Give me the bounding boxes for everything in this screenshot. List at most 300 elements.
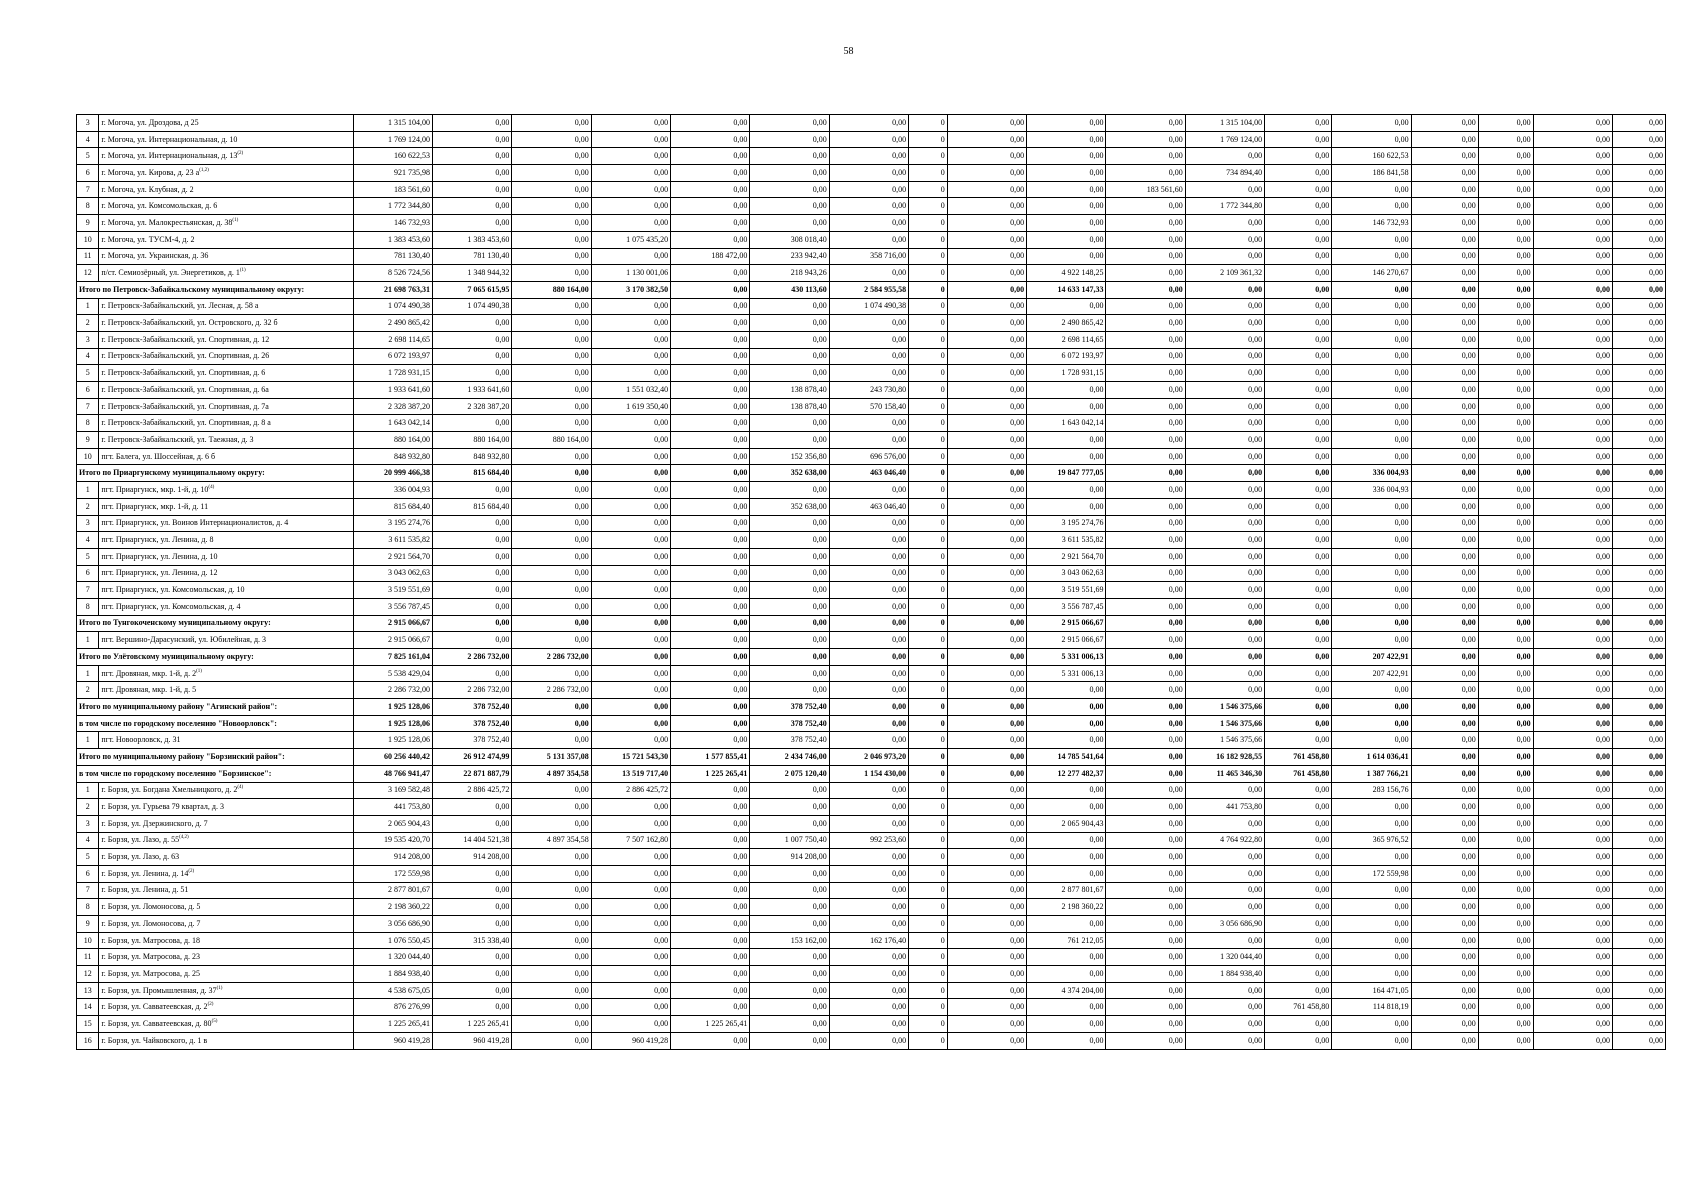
amount-cell: 0,00 [1478, 465, 1533, 482]
table-row [77, 999, 1666, 1016]
amount-cell: 146 732,93 [1332, 215, 1411, 232]
amount-cell: 0,00 [1478, 865, 1533, 882]
amount-cell: 2 698 114,65 [1027, 331, 1106, 348]
address-text: пгт. Приаргунск, ул. Комсомольская, д. 4 [101, 601, 241, 611]
amount-cell: 0,00 [750, 665, 829, 682]
amount-cell: 0,00 [1533, 165, 1612, 182]
amount-cell: 441 753,80 [353, 799, 432, 816]
amount-cell: 2 046 973,20 [829, 749, 908, 766]
amount-cell: 160 622,53 [353, 148, 432, 165]
amount-cell: 0,00 [750, 415, 829, 432]
amount-cell: 183 561,60 [1106, 181, 1185, 198]
address-cell [99, 849, 353, 866]
amount-cell: 0,00 [947, 198, 1026, 215]
table-row [77, 181, 1666, 198]
row-number: 4 [77, 131, 99, 148]
amount-cell: 2 286 732,00 [433, 682, 512, 699]
amount-cell: 0,00 [1411, 1016, 1478, 1033]
row-number: 8 [77, 899, 99, 916]
amount-cell: 336 004,93 [353, 482, 432, 499]
amount-cell: 0,00 [1332, 849, 1411, 866]
amount-cell: 0,00 [591, 699, 670, 716]
amount-cell: 0,00 [512, 982, 591, 999]
amount-cell: 0,00 [1106, 966, 1185, 983]
address-cell [99, 248, 353, 265]
amount-cell: 0,00 [1478, 165, 1533, 182]
amount-cell: 0,00 [1411, 849, 1478, 866]
amount-cell: 0,00 [1265, 298, 1332, 315]
amount-cell: 0,00 [1411, 999, 1478, 1016]
amount-cell: 0,00 [947, 465, 1026, 482]
amount-cell: 0,00 [671, 115, 750, 132]
amount-cell: 0,00 [1533, 448, 1612, 465]
address-cell [99, 165, 353, 182]
amount-cell: 0,00 [512, 715, 591, 732]
amount-cell: 19 847 777,05 [1027, 465, 1106, 482]
address-cell [99, 582, 353, 599]
amount-cell: 0,00 [433, 916, 512, 933]
amount-cell: 0,00 [512, 849, 591, 866]
amount-cell: 0,00 [591, 365, 670, 382]
amount-cell: 0,00 [1613, 115, 1666, 132]
amount-cell: 0,00 [1411, 281, 1478, 298]
address-cell [99, 198, 353, 215]
amount-cell: 0,00 [1411, 348, 1478, 365]
amount-cell: 0,00 [1533, 899, 1612, 916]
amount-cell: 2 286 732,00 [433, 649, 512, 666]
amount-cell: 0,00 [1533, 315, 1612, 332]
amount-cell: 0,00 [671, 398, 750, 415]
subtotal-row [77, 715, 1666, 732]
amount-cell: 0,00 [671, 615, 750, 632]
amount-cell: 0,00 [671, 899, 750, 916]
address-cell [99, 532, 353, 549]
table-row [77, 482, 1666, 499]
amount-cell: 0,00 [829, 799, 908, 816]
amount-cell: 0,00 [1027, 799, 1106, 816]
amount-cell: 0,00 [671, 1032, 750, 1049]
amount-cell: 0,00 [1533, 398, 1612, 415]
amount-cell: 0,00 [671, 782, 750, 799]
amount-cell: 0,00 [947, 565, 1026, 582]
amount-cell: 0,00 [1265, 131, 1332, 148]
address-cell [99, 298, 353, 315]
amount-cell: 0,00 [1613, 248, 1666, 265]
amount-cell: 0,00 [671, 365, 750, 382]
amount-cell: 2 584 955,58 [829, 281, 908, 298]
table-row [77, 782, 1666, 799]
address-cell [99, 832, 353, 849]
amount-cell: 0,00 [1533, 198, 1612, 215]
address-cell [99, 515, 353, 532]
amount-cell: 0,00 [1411, 966, 1478, 983]
amount-cell: 0,00 [591, 348, 670, 365]
amount-cell: 0,00 [750, 899, 829, 916]
address-cell [99, 398, 353, 415]
amount-cell: 880 164,00 [512, 281, 591, 298]
amount-cell: 0,00 [433, 598, 512, 615]
amount-cell: 0 [909, 448, 948, 465]
amount-cell: 2 286 732,00 [512, 649, 591, 666]
amount-cell: 0,00 [671, 949, 750, 966]
amount-cell: 0,00 [591, 615, 670, 632]
amount-cell: 0 [909, 548, 948, 565]
amount-cell: 0,00 [1533, 432, 1612, 449]
amount-cell: 0,00 [1478, 148, 1533, 165]
amount-cell: 0,00 [1332, 598, 1411, 615]
amount-cell: 0,00 [1411, 932, 1478, 949]
footnote-mark: (1) [239, 268, 246, 274]
address-cell [99, 498, 353, 515]
amount-cell: 0,00 [1106, 999, 1185, 1016]
amount-cell: 0,00 [591, 799, 670, 816]
amount-cell: 0,00 [433, 799, 512, 816]
row-number: 2 [77, 799, 99, 816]
amount-cell: 0,00 [1332, 799, 1411, 816]
amount-cell: 0,00 [947, 732, 1026, 749]
amount-cell: 0,00 [591, 115, 670, 132]
amount-cell: 921 735,98 [353, 165, 432, 182]
amount-cell: 2 915 066,67 [353, 632, 432, 649]
amount-cell: 0,00 [1478, 982, 1533, 999]
amount-cell: 3 519 551,69 [1027, 582, 1106, 599]
amount-cell: 1 925 128,06 [353, 715, 432, 732]
amount-cell: 0,00 [1613, 899, 1666, 916]
amount-cell: 1 884 938,40 [353, 966, 432, 983]
amount-cell: 0,00 [1411, 131, 1478, 148]
amount-cell: 0,00 [591, 315, 670, 332]
amount-cell: 0,00 [512, 932, 591, 949]
amount-cell: 0 [909, 131, 948, 148]
amount-cell: 0,00 [1265, 932, 1332, 949]
amount-cell: 0,00 [1027, 198, 1106, 215]
amount-cell: 0,00 [1613, 849, 1666, 866]
amount-cell: 0,00 [1613, 749, 1666, 766]
amount-cell: 0 [909, 265, 948, 282]
amount-cell: 8 526 724,56 [353, 265, 432, 282]
amount-cell: 0,00 [433, 899, 512, 916]
amount-cell: 0,00 [1533, 231, 1612, 248]
amount-cell: 0,00 [1613, 582, 1666, 599]
amount-cell: 0,00 [1185, 482, 1264, 499]
address-text: г. Петровск-Забайкальский, ул. Спортивная, д. 8 а [101, 418, 271, 428]
amount-cell: 0,00 [750, 782, 829, 799]
amount-cell: 0,00 [512, 331, 591, 348]
amount-cell: 0,00 [433, 999, 512, 1016]
amount-cell: 0,00 [512, 632, 591, 649]
amount-cell: 0,00 [1478, 799, 1533, 816]
amount-cell: 0,00 [1613, 799, 1666, 816]
amount-cell: 0,00 [947, 715, 1026, 732]
amount-cell: 0,00 [433, 882, 512, 899]
amount-cell: 0,00 [1613, 365, 1666, 382]
amount-cell: 0 [909, 699, 948, 716]
amount-cell: 0,00 [1533, 999, 1612, 1016]
table-row [77, 899, 1666, 916]
amount-cell: 0,00 [591, 181, 670, 198]
amount-cell: 0,00 [1106, 465, 1185, 482]
amount-cell: 0,00 [1185, 181, 1264, 198]
amount-cell: 0,00 [1411, 682, 1478, 699]
amount-cell: 0,00 [1478, 265, 1533, 282]
table-row [77, 665, 1666, 682]
address-text: пгт. Новоорловск, д. 31 [101, 735, 181, 745]
amount-cell: 0,00 [1185, 148, 1264, 165]
amount-cell: 0,00 [1613, 331, 1666, 348]
amount-cell: 0,00 [947, 432, 1026, 449]
amount-cell: 0,00 [1478, 248, 1533, 265]
address-text: г. Борзя, ул. Лазо, д. 55 [101, 835, 180, 845]
amount-cell: 0,00 [1613, 382, 1666, 399]
amount-cell: 0,00 [1613, 615, 1666, 632]
amount-cell: 2 065 904,43 [1027, 815, 1106, 832]
amount-cell: 0,00 [671, 699, 750, 716]
row-number: 7 [77, 882, 99, 899]
amount-cell: 0,00 [947, 832, 1026, 849]
row-number: 8 [77, 598, 99, 615]
amount-cell: 0,00 [1106, 165, 1185, 182]
amount-cell: 848 932,80 [353, 448, 432, 465]
amount-cell: 0,00 [829, 165, 908, 182]
amount-cell: 0,00 [750, 682, 829, 699]
address-text: пгт. Приаргунск, ул. Комсомольская, д. 10 [101, 585, 245, 595]
amount-cell: 0,00 [1265, 482, 1332, 499]
amount-cell: 0,00 [1185, 565, 1264, 582]
amount-cell: 0,00 [512, 899, 591, 916]
amount-cell: 0,00 [512, 916, 591, 933]
amount-cell: 0,00 [1533, 1032, 1612, 1049]
amount-cell: 0,00 [750, 1032, 829, 1049]
amount-cell: 0 [909, 999, 948, 1016]
amount-cell: 0,00 [1613, 565, 1666, 582]
amount-cell: 3 611 535,82 [1027, 532, 1106, 549]
address-text: г. Борзя, ул. Ломоносова, д. 7 [101, 918, 201, 928]
amount-cell: 0,00 [829, 348, 908, 365]
amount-cell: 7 825 161,04 [353, 649, 432, 666]
amount-cell: 0,00 [1185, 448, 1264, 465]
amount-cell: 0,00 [671, 165, 750, 182]
amount-cell: 0,00 [591, 732, 670, 749]
amount-cell: 0,00 [1478, 582, 1533, 599]
row-number: 4 [77, 348, 99, 365]
amount-cell: 0,00 [947, 665, 1026, 682]
amount-cell: 0,00 [1411, 832, 1478, 849]
table-row [77, 348, 1666, 365]
amount-cell: 0,00 [433, 131, 512, 148]
amount-cell: 160 622,53 [1332, 148, 1411, 165]
amount-cell: 0,00 [1613, 348, 1666, 365]
amount-cell: 0,00 [1265, 832, 1332, 849]
address-cell [99, 982, 353, 999]
amount-cell: 3 056 686,90 [353, 916, 432, 933]
row-number: 1 [77, 298, 99, 315]
amount-cell: 0,00 [1613, 515, 1666, 532]
amount-cell: 0,00 [591, 498, 670, 515]
amount-cell: 0,00 [433, 949, 512, 966]
amount-cell: 0,00 [1478, 215, 1533, 232]
amount-cell: 0,00 [1106, 916, 1185, 933]
amount-cell: 0,00 [433, 365, 512, 382]
amount-cell: 0,00 [512, 115, 591, 132]
amount-cell: 0,00 [1185, 849, 1264, 866]
amount-cell: 0,00 [1265, 348, 1332, 365]
amount-cell: 0,00 [1185, 382, 1264, 399]
amount-cell: 0,00 [829, 699, 908, 716]
amount-cell: 0,00 [1106, 665, 1185, 682]
amount-cell: 0,00 [1478, 916, 1533, 933]
amount-cell: 0,00 [1185, 281, 1264, 298]
amount-cell: 0,00 [1411, 165, 1478, 182]
amount-cell: 0,00 [1265, 715, 1332, 732]
amount-cell: 0,00 [512, 131, 591, 148]
amount-cell: 0,00 [1265, 115, 1332, 132]
amount-cell: 0,00 [947, 1032, 1026, 1049]
amount-cell: 0,00 [1478, 548, 1533, 565]
row-number: 1 [77, 482, 99, 499]
amount-cell: 5 331 006,13 [1027, 665, 1106, 682]
amount-cell: 0,00 [1478, 532, 1533, 549]
amount-cell: 0,00 [947, 448, 1026, 465]
amount-cell: 0,00 [1613, 999, 1666, 1016]
amount-cell: 880 164,00 [433, 432, 512, 449]
amount-cell: 1 074 490,38 [829, 298, 908, 315]
amount-cell: 0,00 [1106, 398, 1185, 415]
amount-cell: 0,00 [1106, 598, 1185, 615]
row-number: 4 [77, 832, 99, 849]
amount-cell: 0,00 [1265, 415, 1332, 432]
amount-cell: 0,00 [1332, 732, 1411, 749]
amount-cell: 0,00 [1411, 215, 1478, 232]
amount-cell: 0,00 [591, 432, 670, 449]
amount-cell: 0,00 [947, 331, 1026, 348]
amount-cell: 0,00 [433, 181, 512, 198]
amount-cell: 0,00 [1613, 632, 1666, 649]
amount-cell: 0,00 [1332, 131, 1411, 148]
amount-cell: 0,00 [1411, 382, 1478, 399]
amount-cell: 0,00 [1332, 932, 1411, 949]
amount-cell: 7 507 162,80 [591, 832, 670, 849]
amount-cell: 0,00 [671, 649, 750, 666]
amount-cell: 0,00 [1027, 131, 1106, 148]
amount-cell: 0,00 [1332, 432, 1411, 449]
amount-cell: 1 383 453,60 [433, 231, 512, 248]
amount-cell: 0,00 [1185, 231, 1264, 248]
address-cell [99, 315, 353, 332]
amount-cell: 0,00 [1613, 148, 1666, 165]
amount-cell: 3 519 551,69 [353, 582, 432, 599]
amount-cell: 0 [909, 782, 948, 799]
amount-cell: 0,00 [1533, 532, 1612, 549]
amount-cell: 0,00 [1265, 899, 1332, 916]
amount-cell: 0,00 [829, 482, 908, 499]
amount-cell: 0,00 [433, 532, 512, 549]
amount-cell: 0,00 [1533, 181, 1612, 198]
amount-cell: 0,00 [1533, 649, 1612, 666]
amount-cell: 0,00 [1411, 432, 1478, 449]
amount-cell: 0 [909, 1016, 948, 1033]
row-number: 6 [77, 382, 99, 399]
row-number: 8 [77, 198, 99, 215]
amount-cell: 153 162,00 [750, 932, 829, 949]
amount-cell: 0,00 [1265, 265, 1332, 282]
amount-cell: 0,00 [750, 649, 829, 666]
amount-cell: 0,00 [947, 582, 1026, 599]
amount-cell: 0,00 [947, 498, 1026, 515]
amount-cell: 0,00 [1533, 281, 1612, 298]
amount-cell: 0,00 [671, 632, 750, 649]
amount-cell: 0,00 [1613, 765, 1666, 782]
amount-cell: 183 561,60 [353, 181, 432, 198]
amount-cell: 0,00 [1613, 966, 1666, 983]
amount-cell: 283 156,76 [1332, 782, 1411, 799]
amount-cell: 2 286 732,00 [353, 682, 432, 699]
amount-cell: 207 422,91 [1332, 649, 1411, 666]
subtotal-row [77, 765, 1666, 782]
table-row [77, 248, 1666, 265]
amount-cell: 0,00 [829, 665, 908, 682]
amount-cell: 0,00 [1106, 715, 1185, 732]
amount-cell: 0,00 [1106, 849, 1185, 866]
amount-cell: 0,00 [1106, 582, 1185, 599]
table-row [77, 732, 1666, 749]
amount-cell: 0,00 [1027, 949, 1106, 966]
amount-cell: 0,00 [1411, 265, 1478, 282]
amount-cell: 0,00 [1106, 615, 1185, 632]
amount-cell: 0,00 [947, 966, 1026, 983]
amount-cell: 16 182 928,55 [1185, 749, 1264, 766]
amount-cell: 4 764 922,80 [1185, 832, 1264, 849]
amount-cell: 0,00 [1533, 148, 1612, 165]
address-cell [99, 799, 353, 816]
amount-cell: 0,00 [829, 432, 908, 449]
amount-cell: 0,00 [671, 982, 750, 999]
amount-cell: 0,00 [512, 465, 591, 482]
amount-cell: 0,00 [1613, 649, 1666, 666]
amount-cell: 0,00 [1265, 548, 1332, 565]
address-text: пгт. Приаргунск, мкр. 1-й, д. 11 [101, 501, 209, 511]
amount-cell: 0,00 [947, 1016, 1026, 1033]
amount-cell: 0,00 [1478, 832, 1533, 849]
amount-cell: 0,00 [1106, 215, 1185, 232]
amount-cell: 0,00 [671, 415, 750, 432]
amount-cell: 0,00 [829, 966, 908, 983]
amount-cell: 0,00 [829, 565, 908, 582]
table-row [77, 198, 1666, 215]
row-number: 1 [77, 632, 99, 649]
amount-cell: 0,00 [1106, 749, 1185, 766]
amount-cell: 2 886 425,72 [591, 782, 670, 799]
amount-cell: 761 212,05 [1027, 932, 1106, 949]
amount-cell: 0,00 [1478, 782, 1533, 799]
address-text: г. Борзя, ул. Дзержинского, д. 7 [101, 818, 208, 828]
amount-cell: 0 [909, 932, 948, 949]
amount-cell: 13 519 717,40 [591, 765, 670, 782]
amount-cell: 0,00 [1411, 882, 1478, 899]
amount-cell: 0,00 [829, 865, 908, 882]
amount-cell: 0,00 [1265, 331, 1332, 348]
amount-cell: 0,00 [1478, 482, 1533, 499]
amount-cell: 0,00 [1411, 782, 1478, 799]
amount-cell: 0,00 [947, 365, 1026, 382]
amount-cell: 378 752,40 [433, 732, 512, 749]
amount-cell: 0,00 [1478, 315, 1533, 332]
subtotal-row [77, 465, 1666, 482]
amount-cell: 0,00 [1027, 498, 1106, 515]
table-row [77, 932, 1666, 949]
amount-cell: 0,00 [433, 966, 512, 983]
amount-cell: 243 730,80 [829, 382, 908, 399]
amount-cell: 0,00 [671, 865, 750, 882]
